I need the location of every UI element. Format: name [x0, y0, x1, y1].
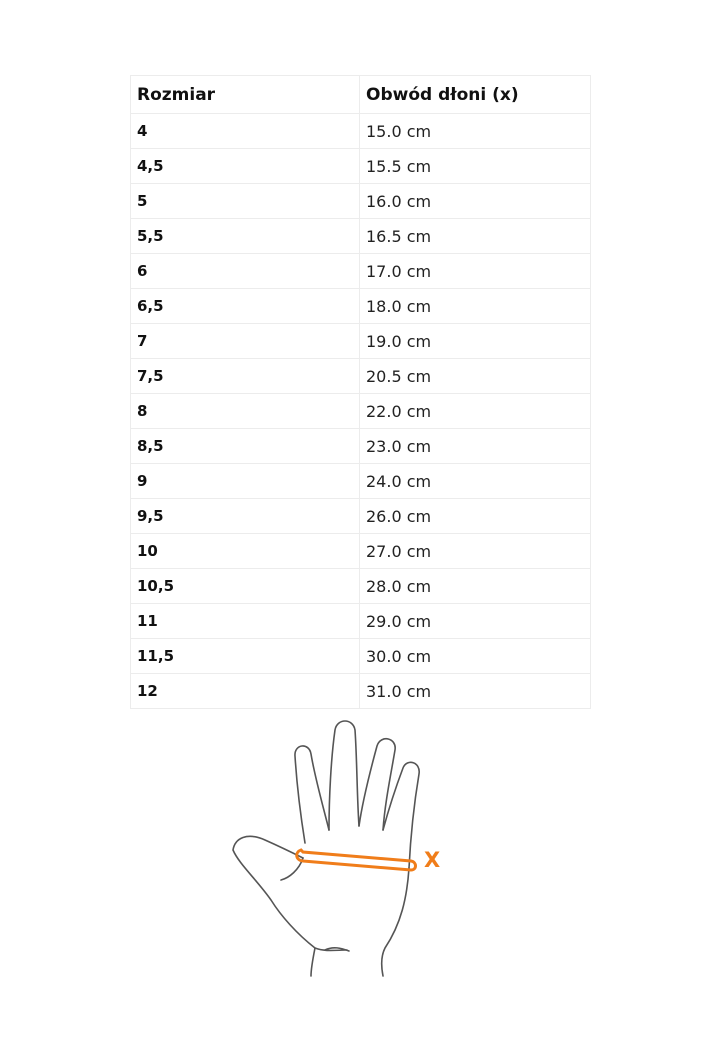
table-row [131, 499, 591, 534]
table-row [131, 639, 591, 674]
size-cell: 7 [131, 324, 360, 359]
circumference-cell: 17.0 cm [360, 254, 591, 289]
table-row [131, 359, 591, 394]
circumference-cell: 22.0 cm [360, 394, 591, 429]
measure-label-x: X [424, 848, 441, 872]
circumference-cell: 24.0 cm [360, 464, 591, 499]
circumference-cell: 16.0 cm [360, 184, 591, 219]
header-size: Rozmiar [131, 76, 360, 114]
circumference-cell: 27.0 cm [360, 534, 591, 569]
size-cell: 10,5 [131, 569, 360, 604]
size-cell: 5,5 [131, 219, 360, 254]
size-chart-table [130, 75, 591, 709]
size-cell: 5 [131, 184, 360, 219]
table-row [131, 534, 591, 569]
circumference-cell: 30.0 cm [360, 639, 591, 674]
size-cell: 8 [131, 394, 360, 429]
size-cell: 10 [131, 534, 360, 569]
table-row [131, 184, 591, 219]
circumference-cell: 28.0 cm [360, 569, 591, 604]
table-row [131, 254, 591, 289]
measure-band [297, 850, 416, 870]
circumference-cell: 20.5 cm [360, 359, 591, 394]
size-cell: 11,5 [131, 639, 360, 674]
circumference-cell: 15.0 cm [360, 114, 591, 149]
table-row [131, 114, 591, 149]
hand-outline [233, 721, 419, 976]
size-cell: 6 [131, 254, 360, 289]
table-row [131, 149, 591, 184]
size-cell: 12 [131, 674, 360, 709]
table-header-row [131, 76, 591, 114]
circumference-cell: 23.0 cm [360, 429, 591, 464]
table-row [131, 464, 591, 499]
circumference-cell: 19.0 cm [360, 324, 591, 359]
size-cell: 6,5 [131, 289, 360, 324]
circumference-cell: 31.0 cm [360, 674, 591, 709]
size-cell: 4,5 [131, 149, 360, 184]
size-cell: 7,5 [131, 359, 360, 394]
circumference-cell: 29.0 cm [360, 604, 591, 639]
table-row [131, 604, 591, 639]
table-row [131, 219, 591, 254]
circumference-cell: 16.5 cm [360, 219, 591, 254]
table-row [131, 674, 591, 709]
size-cell: 11 [131, 604, 360, 639]
size-cell: 9 [131, 464, 360, 499]
size-cell: 8,5 [131, 429, 360, 464]
circumference-cell: 18.0 cm [360, 289, 591, 324]
table-row [131, 324, 591, 359]
circumference-cell: 15.5 cm [360, 149, 591, 184]
table-row [131, 569, 591, 604]
table-row [131, 289, 591, 324]
table-row [131, 394, 591, 429]
size-cell: 4 [131, 114, 360, 149]
circumference-cell: 26.0 cm [360, 499, 591, 534]
hand-outline-icon [225, 718, 455, 978]
header-circumference: Obwód dłoni (x) [360, 76, 591, 114]
size-cell: 9,5 [131, 499, 360, 534]
table-row [131, 429, 591, 464]
